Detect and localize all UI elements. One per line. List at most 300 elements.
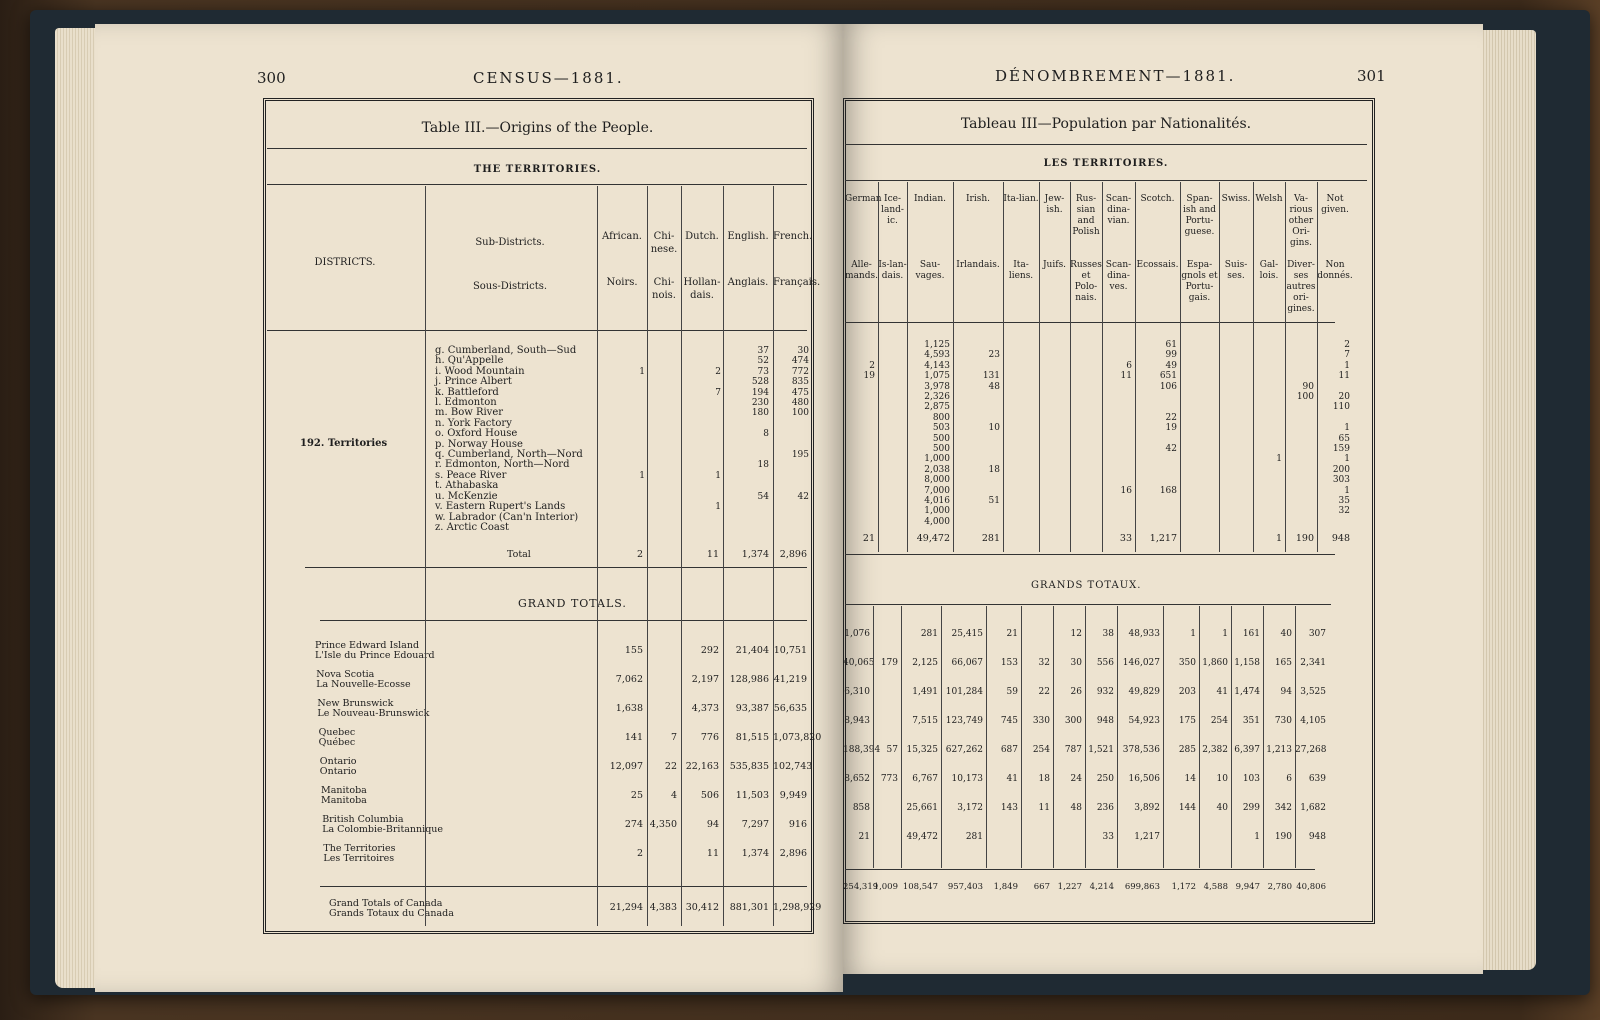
province-value: 292 bbox=[700, 645, 719, 656]
col-head-fr: Juifs. bbox=[1042, 260, 1067, 270]
province-value: 4,105 bbox=[1300, 716, 1326, 726]
province-value: 773 bbox=[880, 774, 898, 784]
province-value: 10 bbox=[1216, 774, 1228, 784]
subdistrict-item: j. Prince Albert bbox=[435, 376, 512, 388]
province-value: 24 bbox=[1070, 774, 1082, 784]
province-value: 8,943 bbox=[844, 716, 870, 726]
rule bbox=[267, 184, 807, 185]
province-value: 730 bbox=[1274, 716, 1292, 726]
province-value: 2,341 bbox=[1300, 658, 1326, 668]
column-rule bbox=[1021, 606, 1022, 868]
province-en: British Columbia bbox=[322, 814, 404, 825]
subdistrict-item: r. Edmonton, North—Nord bbox=[435, 459, 570, 471]
district-label: 192. Territories bbox=[300, 438, 388, 449]
col-head-en: Indian. bbox=[913, 194, 946, 204]
province-value: 236 bbox=[1096, 803, 1114, 813]
province-value: 250 bbox=[1096, 774, 1114, 784]
column-rule bbox=[878, 182, 879, 552]
col-head-en: Span-ish and Portu-guese. bbox=[1182, 194, 1217, 237]
grand-total-value: 1,227 bbox=[1057, 882, 1082, 892]
left-subtitle: THE TERRITORIES. bbox=[473, 164, 602, 175]
province-value: 254 bbox=[1210, 716, 1228, 726]
province-value: 48 bbox=[1070, 803, 1082, 813]
total-value: 33 bbox=[1119, 533, 1132, 544]
subdistrict-item: u. McKenzie bbox=[435, 490, 498, 502]
cell-value: 475 bbox=[791, 387, 809, 398]
cell-value: 19 bbox=[863, 371, 875, 382]
province-en: New Brunswick bbox=[317, 698, 394, 709]
province-value: 41 bbox=[1006, 774, 1018, 784]
col-head-en: Va-rious other Ori-gins. bbox=[1288, 194, 1314, 248]
province-value: 155 bbox=[624, 645, 643, 656]
col-head-fr: Russes et Polo-nais. bbox=[1070, 260, 1102, 303]
cell-value: 1,000 bbox=[924, 454, 950, 465]
grand-total-value: 1,849 bbox=[993, 882, 1018, 892]
province-value: 27,268 bbox=[1295, 745, 1327, 755]
subdistrict-item: z. Arctic Coast bbox=[435, 521, 510, 533]
province-value: 6 bbox=[1286, 774, 1292, 784]
province-value: 1,158 bbox=[1234, 658, 1260, 668]
col-head-fr: Anglais. bbox=[727, 277, 769, 288]
cell-value: 1 bbox=[639, 366, 645, 377]
province-value: 2,197 bbox=[691, 674, 719, 685]
province-value: 25 bbox=[630, 790, 643, 801]
province-value: 6,767 bbox=[912, 774, 938, 784]
column-rule bbox=[1285, 182, 1286, 552]
province-value: 7,515 bbox=[912, 716, 938, 726]
subdistrict-item: t. Athabaska bbox=[435, 480, 499, 492]
province-value: 38 bbox=[1102, 629, 1114, 639]
cell-value: 159 bbox=[1332, 444, 1350, 454]
province-value: 94 bbox=[706, 819, 719, 830]
col-head-en: Scan-dina-vian. bbox=[1105, 194, 1132, 226]
col-districts: DISTRICTS. bbox=[314, 257, 376, 268]
province-value: 2,125 bbox=[912, 658, 938, 668]
subdistrict-item: w. Labrador (Can'n Interior) bbox=[435, 511, 579, 523]
province-value: 281 bbox=[920, 629, 938, 639]
col-head-fr: Français. bbox=[773, 277, 821, 288]
grand-total-value: 9,947 bbox=[1235, 882, 1260, 892]
province-value: 350 bbox=[1178, 658, 1196, 668]
grand-total-value: 699,863 bbox=[1124, 882, 1160, 892]
cell-value: 30 bbox=[797, 346, 809, 356]
province-value: 687 bbox=[1000, 745, 1018, 755]
province-value: 556 bbox=[1096, 658, 1114, 668]
cell-value: 106 bbox=[1159, 381, 1177, 392]
cell-value: 2,875 bbox=[924, 402, 950, 413]
province-value: 10,751 bbox=[773, 645, 807, 656]
cell-value: 54 bbox=[757, 491, 769, 502]
province-value: 56,635 bbox=[773, 703, 807, 714]
province-value: 141 bbox=[624, 732, 643, 743]
province-value: 1,217 bbox=[1134, 832, 1160, 842]
province-value: 1 bbox=[1222, 629, 1228, 639]
cell-value: 500 bbox=[932, 433, 950, 444]
province-value: 776 bbox=[700, 732, 719, 743]
province-value: 2 bbox=[636, 848, 643, 859]
province-value: 128,986 bbox=[729, 674, 769, 685]
province-value: 41,219 bbox=[773, 674, 807, 685]
grand-total-en: Grand Totals of Canada bbox=[329, 898, 443, 909]
province-value: 7 bbox=[670, 732, 677, 743]
column-rule bbox=[1263, 606, 1264, 868]
province-value: 1,521 bbox=[1088, 745, 1114, 755]
cell-value: 1 bbox=[1344, 485, 1350, 496]
cell-value: 51 bbox=[988, 496, 1000, 506]
cell-value: 100 bbox=[791, 408, 809, 419]
cell-value: 7,000 bbox=[924, 485, 950, 496]
right-running-head: DÉNOMBREMENT—1881. bbox=[995, 67, 1236, 85]
total-value: 2,896 bbox=[779, 549, 807, 560]
cell-value: 2 bbox=[1344, 340, 1350, 350]
cell-value: 474 bbox=[791, 356, 809, 367]
province-value: 21,404 bbox=[735, 645, 769, 656]
left-grand-totals-title: GRAND TOTALS. bbox=[518, 597, 627, 610]
province-fr: La Nouvelle-Ecosse bbox=[316, 679, 411, 690]
column-rule bbox=[1199, 606, 1200, 868]
cell-value: 11 bbox=[1338, 371, 1350, 382]
cell-value: 6 bbox=[1126, 360, 1132, 371]
province-value: 14 bbox=[1184, 774, 1196, 784]
subdistrict-list bbox=[435, 346, 583, 533]
subdistrict-item: o. Oxford House bbox=[435, 428, 518, 440]
cell-value: 7 bbox=[1344, 350, 1350, 361]
province-value: 932 bbox=[1096, 687, 1114, 697]
province-value: 787 bbox=[1064, 745, 1082, 755]
province-value: 12,097 bbox=[609, 761, 643, 772]
cell-value: 1 bbox=[715, 502, 721, 512]
col-head-fr: Scan-dina-ves. bbox=[1105, 260, 1132, 292]
column-rule bbox=[1039, 182, 1040, 552]
province-value: 49,829 bbox=[1128, 687, 1160, 697]
column-rule bbox=[1135, 182, 1136, 552]
province-value: 179 bbox=[880, 658, 898, 668]
province-value: 11,503 bbox=[735, 790, 769, 801]
grand-total-value: 1,009 bbox=[873, 882, 898, 892]
page-edges-right bbox=[1478, 30, 1536, 970]
cell-value: 65 bbox=[1338, 433, 1350, 444]
right-page-number: 301 bbox=[1357, 67, 1386, 85]
province-value: 535,835 bbox=[729, 761, 769, 772]
cell-value: 20 bbox=[1338, 392, 1350, 402]
cell-value: 772 bbox=[791, 366, 809, 377]
province-value: 1,474 bbox=[1234, 687, 1260, 697]
province-fr: Les Territoires bbox=[323, 853, 395, 864]
province-value: 21 bbox=[858, 832, 870, 842]
province-value: 93,387 bbox=[735, 703, 769, 714]
column-rule bbox=[597, 186, 598, 926]
province-value: 7,297 bbox=[741, 819, 769, 830]
province-value: 22 bbox=[664, 761, 677, 772]
cell-value: 500 bbox=[932, 444, 950, 454]
province-value: 25,415 bbox=[951, 629, 983, 639]
province-value: 1,213 bbox=[1266, 745, 1292, 755]
cell-value: 651 bbox=[1159, 371, 1177, 382]
province-fr: Le Nouveau-Brunswick bbox=[317, 708, 430, 719]
rule bbox=[267, 330, 807, 331]
province-value: 40 bbox=[1280, 629, 1292, 639]
total-value: 21 bbox=[862, 533, 875, 544]
province-value: 2,382 bbox=[1202, 745, 1228, 755]
province-value: 101,284 bbox=[945, 687, 983, 697]
cell-value: 200 bbox=[1332, 464, 1350, 475]
province-value: 15,325 bbox=[906, 745, 938, 755]
grand-total-value: 108,547 bbox=[902, 882, 938, 892]
cell-value: 1 bbox=[1276, 454, 1282, 465]
subdistrict-item: h. Qu'Appelle bbox=[435, 355, 504, 367]
province-value: 916 bbox=[788, 819, 807, 830]
province-value: 203 bbox=[1178, 687, 1196, 697]
province-value: 161 bbox=[1242, 629, 1260, 639]
grand-total-fr: Grands Totaux du Canada bbox=[329, 908, 454, 919]
subdistrict-item: k. Battleford bbox=[435, 386, 499, 398]
cell-value: 37 bbox=[757, 346, 769, 356]
province-value: 342 bbox=[1274, 803, 1292, 813]
cell-value: 800 bbox=[932, 412, 950, 423]
total-label: Total bbox=[507, 549, 531, 560]
cell-value: 11 bbox=[1120, 371, 1132, 382]
col-head-fr: Alle-mands. bbox=[845, 260, 878, 281]
province-value: 21 bbox=[1006, 629, 1018, 639]
total-value: 11 bbox=[706, 549, 719, 560]
cell-value: 110 bbox=[1332, 402, 1350, 413]
cell-value: 61 bbox=[1165, 340, 1177, 350]
province-value: 254 bbox=[1032, 745, 1050, 755]
rule bbox=[845, 604, 1331, 605]
cell-value: 90 bbox=[1302, 381, 1314, 392]
column-rule bbox=[1085, 606, 1086, 868]
cell-value: 48 bbox=[988, 381, 1000, 392]
province-value: 146,027 bbox=[1122, 658, 1160, 668]
col-head-en: Welsh bbox=[1255, 194, 1283, 204]
province-value: 4,373 bbox=[691, 703, 719, 714]
column-rule bbox=[986, 606, 987, 868]
province-fr: Québec bbox=[318, 737, 356, 748]
subdistrict-item: p. Norway House bbox=[435, 438, 523, 450]
province-value: 2,896 bbox=[779, 848, 807, 859]
province-value: 57 bbox=[886, 745, 898, 755]
column-rule bbox=[647, 186, 648, 926]
province-value: 745 bbox=[1000, 716, 1018, 726]
left-page bbox=[95, 24, 843, 992]
left-page-number: 300 bbox=[257, 69, 286, 87]
province-value: 3,892 bbox=[1134, 803, 1160, 813]
left-running-head: CENSUS—1881. bbox=[473, 69, 624, 87]
column-rule bbox=[681, 186, 682, 926]
col-head-en: Scotch. bbox=[1140, 194, 1175, 204]
province-value: 7,062 bbox=[615, 674, 643, 685]
cell-value: 303 bbox=[1332, 475, 1350, 486]
province-value: 639 bbox=[1308, 774, 1326, 784]
grand-total-value: 254,319 bbox=[843, 882, 879, 892]
cell-value: 168 bbox=[1159, 485, 1177, 496]
col-head-fr: Diver-ses autres ori-gines. bbox=[1286, 260, 1316, 314]
cell-value: 1,000 bbox=[924, 506, 950, 517]
cell-value: 42 bbox=[1165, 444, 1177, 454]
column-rule bbox=[1117, 606, 1118, 868]
col-head-en: Not given. bbox=[1321, 194, 1349, 215]
cell-value: 1,125 bbox=[924, 340, 950, 350]
cell-value: 8 bbox=[763, 429, 769, 440]
grand-total-value: 1,298,929 bbox=[773, 902, 822, 913]
province-value: 627,262 bbox=[945, 745, 983, 755]
province-value: 190 bbox=[1274, 832, 1292, 842]
province-value: 94 bbox=[1280, 687, 1292, 697]
province-value: 330 bbox=[1032, 716, 1050, 726]
subdistrict-item: l. Edmonton bbox=[435, 397, 497, 409]
column-rule bbox=[941, 606, 942, 868]
cell-value: 2,326 bbox=[924, 392, 950, 402]
cell-value: 73 bbox=[757, 366, 769, 377]
province-value: 948 bbox=[1308, 832, 1326, 842]
province-value: 1,638 bbox=[615, 703, 643, 714]
col-head-en: Ita-lian. bbox=[1003, 194, 1039, 204]
subdistrict-item: v. Eastern Rupert's Lands bbox=[435, 501, 566, 513]
column-rule bbox=[1180, 182, 1181, 552]
cell-value: 18 bbox=[988, 464, 1000, 475]
column-rule bbox=[1163, 606, 1164, 868]
cell-value: 835 bbox=[791, 377, 809, 388]
province-value: 1,860 bbox=[1202, 658, 1228, 668]
column-rule bbox=[1102, 182, 1103, 552]
province-value: 11 bbox=[1038, 803, 1050, 813]
total-value: 1,374 bbox=[741, 549, 769, 560]
province-value: 48,933 bbox=[1128, 629, 1160, 639]
province-value: 143 bbox=[1000, 803, 1018, 813]
province-value: 40 bbox=[1216, 803, 1228, 813]
province-value: 281 bbox=[965, 832, 983, 842]
cell-value: 35 bbox=[1338, 496, 1350, 506]
province-value: 299 bbox=[1242, 803, 1260, 813]
cell-value: 195 bbox=[791, 450, 809, 460]
total-value: 1,217 bbox=[1149, 533, 1177, 544]
rule bbox=[845, 144, 1367, 145]
cell-value: 1 bbox=[1344, 454, 1350, 465]
province-value: 378,536 bbox=[1122, 745, 1160, 755]
column-rule bbox=[1317, 182, 1318, 552]
province-value: 26 bbox=[1070, 687, 1082, 697]
cell-value: 194 bbox=[751, 387, 769, 398]
grand-total-value: 2,780 bbox=[1267, 882, 1292, 892]
cell-value: 32 bbox=[1338, 506, 1350, 517]
col-head-fr: Sau-vages. bbox=[915, 260, 945, 281]
left-table-title: Table III.—Origins of the People. bbox=[421, 120, 654, 136]
province-value: 32 bbox=[1038, 658, 1050, 668]
province-value: 49,472 bbox=[906, 832, 938, 842]
col-head-fr: Is-lan-dais. bbox=[878, 260, 907, 281]
subdistrict-item: m. Bow River bbox=[435, 407, 504, 419]
column-rule bbox=[425, 186, 426, 926]
province-value: 307 bbox=[1308, 629, 1326, 639]
province-value: 144 bbox=[1178, 803, 1196, 813]
grand-total-value: 667 bbox=[1033, 882, 1050, 892]
col-head-fr: Ecossais. bbox=[1136, 260, 1179, 270]
province-value: 274 bbox=[624, 819, 643, 830]
col-head-en: Ice-land-ic. bbox=[881, 194, 904, 226]
col-head-fr: Chi-nois. bbox=[652, 277, 676, 301]
province-en: Ontario bbox=[319, 756, 357, 767]
province-fr: Manitoba bbox=[321, 795, 367, 806]
cell-value: 22 bbox=[1165, 412, 1177, 423]
province-value: 3,525 bbox=[1300, 687, 1326, 697]
province-value: 1,374 bbox=[741, 848, 769, 859]
province-value: 22,163 bbox=[685, 761, 719, 772]
province-en: Manitoba bbox=[321, 785, 367, 796]
subdistrict-item: s. Peace River bbox=[435, 469, 507, 481]
column-rule bbox=[1295, 606, 1296, 868]
column-rule bbox=[1003, 182, 1004, 552]
col-head-en: German bbox=[845, 194, 882, 204]
col-head-en: Dutch. bbox=[685, 231, 719, 242]
province-value: 6,310 bbox=[844, 687, 870, 697]
grand-total-value: 1,172 bbox=[1171, 882, 1196, 892]
subdistrict-item: i. Wood Mountain bbox=[435, 365, 525, 377]
province-value: 30 bbox=[1070, 658, 1082, 668]
rule bbox=[845, 322, 1335, 323]
cell-value: 4,593 bbox=[924, 350, 950, 361]
grand-total-value: 881,301 bbox=[729, 902, 769, 913]
province-value: 10,173 bbox=[951, 774, 983, 784]
cell-value: 49 bbox=[1165, 360, 1177, 371]
column-rule bbox=[901, 606, 902, 868]
province-value: 12 bbox=[1070, 629, 1082, 639]
cell-value: 16 bbox=[1120, 485, 1132, 496]
column-rule bbox=[1053, 606, 1054, 868]
cell-value: 42 bbox=[797, 491, 809, 502]
column-rule bbox=[723, 186, 724, 926]
province-value: 123,749 bbox=[945, 716, 983, 726]
province-value: 188,394 bbox=[843, 745, 881, 755]
grand-total-value: 30,412 bbox=[685, 902, 719, 913]
cell-value: 1 bbox=[1344, 360, 1350, 371]
province-value: 103 bbox=[1242, 774, 1260, 784]
total-value: 948 bbox=[1331, 533, 1350, 544]
province-value: 33 bbox=[1102, 832, 1114, 842]
cell-value: 131 bbox=[982, 371, 1000, 382]
province-value: 165 bbox=[1274, 658, 1292, 668]
cell-value: 99 bbox=[1165, 350, 1177, 361]
col-head-fr: Gal-lois. bbox=[1259, 260, 1279, 281]
cell-value: 4,016 bbox=[924, 496, 950, 506]
column-rule bbox=[1070, 182, 1071, 552]
grand-total-value: 4,383 bbox=[649, 902, 677, 913]
total-value: 49,472 bbox=[916, 533, 950, 544]
cell-value: 4,000 bbox=[924, 516, 950, 527]
total-value: 281 bbox=[981, 533, 1000, 544]
rule bbox=[845, 554, 1335, 555]
province-value: 1,491 bbox=[912, 687, 938, 697]
cell-value: 1 bbox=[1344, 423, 1350, 434]
cell-value: 52 bbox=[757, 356, 769, 367]
province-value: 1 bbox=[1190, 629, 1196, 639]
province-value: 11 bbox=[706, 848, 719, 859]
province-fr: La Colombie-Britannique bbox=[322, 824, 444, 835]
col-head-fr: Non donnés. bbox=[1317, 260, 1353, 281]
province-value: 1,682 bbox=[1300, 803, 1326, 813]
province-value: 175 bbox=[1178, 716, 1196, 726]
province-en: Quebec bbox=[318, 727, 356, 738]
right-subtitle: LES TERRITOIRES. bbox=[1043, 158, 1169, 169]
province-value: 102,743 bbox=[773, 761, 813, 772]
province-value: 948 bbox=[1096, 716, 1114, 726]
province-value: 351 bbox=[1242, 716, 1260, 726]
province-en: Prince Edward Island bbox=[315, 640, 420, 651]
grand-total-value: 4,588 bbox=[1203, 882, 1228, 892]
cell-value: 4,143 bbox=[924, 360, 950, 371]
cell-value: 3,978 bbox=[924, 381, 950, 392]
column-rule bbox=[773, 186, 774, 926]
province-fr: Ontario bbox=[319, 766, 357, 777]
